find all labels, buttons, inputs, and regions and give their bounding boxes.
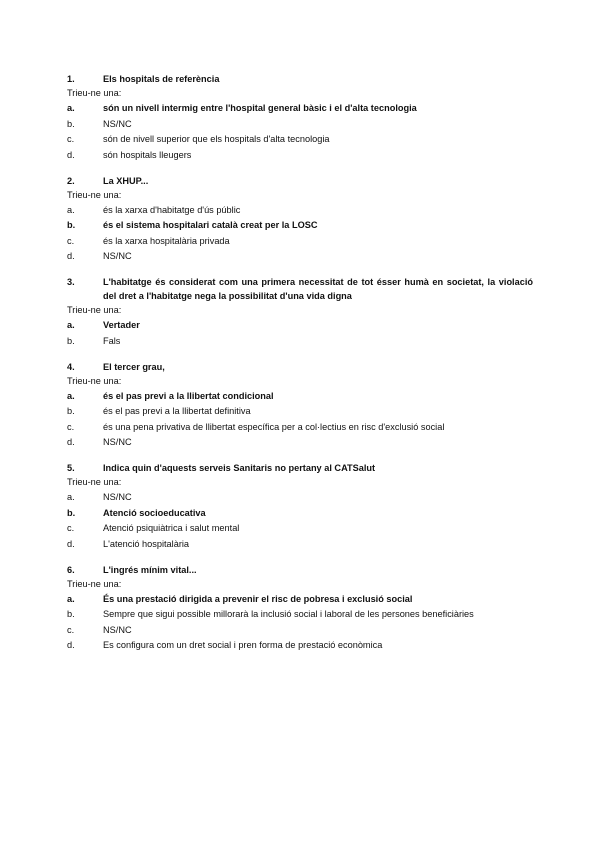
option-text: NS/NC [103, 251, 132, 261]
option-letter: b. [67, 507, 76, 518]
question-header [67, 275, 533, 303]
choose-one-prompt: Trieu-ne una: [67, 477, 122, 487]
question-1 [67, 72, 533, 163]
option-text: són hospitals lleugers [103, 149, 192, 160]
option-text: NS/NC [103, 492, 132, 502]
option-letter: a. [67, 593, 75, 604]
answer-option[interactable] [67, 420, 533, 436]
option-letter: a. [67, 103, 75, 113]
question-list [67, 72, 533, 654]
option-text: L'atenció hospitalària [103, 538, 190, 549]
option-text: és la xarxa hospitalària privada [103, 235, 230, 246]
answer-option[interactable] [67, 490, 533, 506]
choose-one-prompt: Trieu-ne una: [67, 88, 122, 98]
option-letter: d. [67, 538, 75, 549]
answer-option[interactable] [67, 506, 533, 522]
question-header [67, 174, 533, 188]
option-text: és el sistema hospitalari català creat per la LOSC [103, 220, 318, 230]
option-letter: b. [67, 609, 75, 619]
option-letter: a. [67, 390, 75, 401]
question-text: L'habitatge és considerat com una primera necessitat de tot ésser humà en societat, la violació del dret a l'habitatge nega la possibilitat d'una vida digna [103, 277, 533, 301]
question-text: El tercer grau, [103, 361, 165, 372]
option-text: és una pena privativa de llibertat específica per a col·lectius en risc d'exclusió social [103, 421, 445, 432]
question-4 [67, 360, 533, 451]
question-number: 2. [67, 175, 75, 186]
answer-option[interactable] [67, 318, 533, 334]
option-text: és el pas previ a la llibertat definitiva [103, 406, 251, 416]
option-text: Es configura com un dret social i pren forma de prestació econòmica [103, 640, 383, 650]
question-text: La XHUP... [103, 175, 149, 186]
answer-option[interactable] [67, 521, 533, 537]
answer-option[interactable] [67, 117, 533, 133]
answer-option[interactable] [67, 537, 533, 553]
question-header [67, 461, 533, 475]
option-text: són de nivell superior que els hospitals d'alta tecnologia [103, 134, 330, 144]
question-5 [67, 461, 533, 552]
option-letter: c. [67, 523, 75, 533]
choose-one-prompt: Trieu-ne una: [67, 189, 122, 200]
option-text: NS/NC [103, 624, 132, 635]
option-text: NS/NC [103, 118, 132, 129]
option-text: Sempre que sigui possible millorarà la inclusió social i laboral de les persones beneficiàries [103, 609, 474, 619]
option-letter: a. [67, 320, 75, 330]
option-letter: a. [67, 204, 75, 215]
question-6 [67, 563, 533, 654]
option-text: és el pas previ a la llibertat condicional [103, 390, 274, 401]
option-letter: b. [67, 118, 75, 129]
option-text: NS/NC [103, 437, 132, 447]
question-number: 6. [67, 564, 75, 575]
option-text: són un nivell intermig entre l'hospital general bàsic i el d'alta tecnologia [103, 103, 417, 113]
option-text: Vertader [103, 320, 140, 330]
choose-one-prompt: Trieu-ne una: [67, 375, 122, 386]
option-letter: c. [67, 134, 75, 144]
question-text: Indica quin d'aquests serveis Sanitaris no pertany al CATSalut [103, 463, 376, 473]
answer-option[interactable] [67, 148, 533, 164]
option-text: Atenció socioeducativa [103, 507, 206, 518]
answer-option[interactable] [67, 623, 533, 639]
question-header [67, 72, 533, 86]
option-letter: b. [67, 220, 76, 230]
answer-option[interactable] [67, 592, 533, 608]
question-number: 5. [67, 463, 75, 473]
choose-one-prompt: Trieu-ne una: [67, 578, 122, 589]
option-letter: d. [67, 437, 75, 447]
answer-option[interactable] [67, 334, 533, 350]
option-text: és la xarxa d'habitatge d'ús públic [103, 204, 241, 215]
option-text: És una prestació dirigida a prevenir el risc de pobresa i exclusió social [103, 593, 413, 604]
answer-option[interactable] [67, 404, 533, 420]
answer-option[interactable] [67, 249, 533, 265]
question-header [67, 563, 533, 577]
option-letter: c. [67, 235, 75, 246]
question-number: 4. [67, 361, 75, 372]
choose-one-prompt: Trieu-ne una: [67, 305, 122, 315]
option-letter: b. [67, 335, 75, 346]
answer-option[interactable] [67, 607, 533, 623]
answer-option[interactable] [67, 435, 533, 451]
option-text: Fals [103, 335, 121, 346]
answer-option[interactable] [67, 218, 533, 234]
answer-option[interactable] [67, 389, 533, 405]
option-letter: c. [67, 421, 75, 432]
option-letter: d. [67, 149, 75, 160]
question-2 [67, 174, 533, 265]
question-3 [67, 275, 533, 349]
answer-option[interactable] [67, 203, 533, 219]
option-letter: b. [67, 406, 75, 416]
option-text: Atenció psiquiàtrica i salut mental [103, 523, 240, 533]
question-number: 3. [67, 277, 75, 287]
answer-option[interactable] [67, 234, 533, 250]
question-number: 1. [67, 74, 75, 84]
option-letter: c. [67, 624, 75, 635]
answer-option[interactable] [67, 101, 533, 117]
option-letter: a. [67, 492, 75, 502]
option-letter: d. [67, 640, 75, 650]
answer-option[interactable] [67, 132, 533, 148]
question-text: Els hospitals de referència [103, 74, 220, 84]
answer-option[interactable] [67, 638, 533, 654]
option-letter: d. [67, 251, 75, 261]
question-text: L'ingrés mínim vital... [103, 564, 197, 575]
question-header [67, 360, 533, 374]
